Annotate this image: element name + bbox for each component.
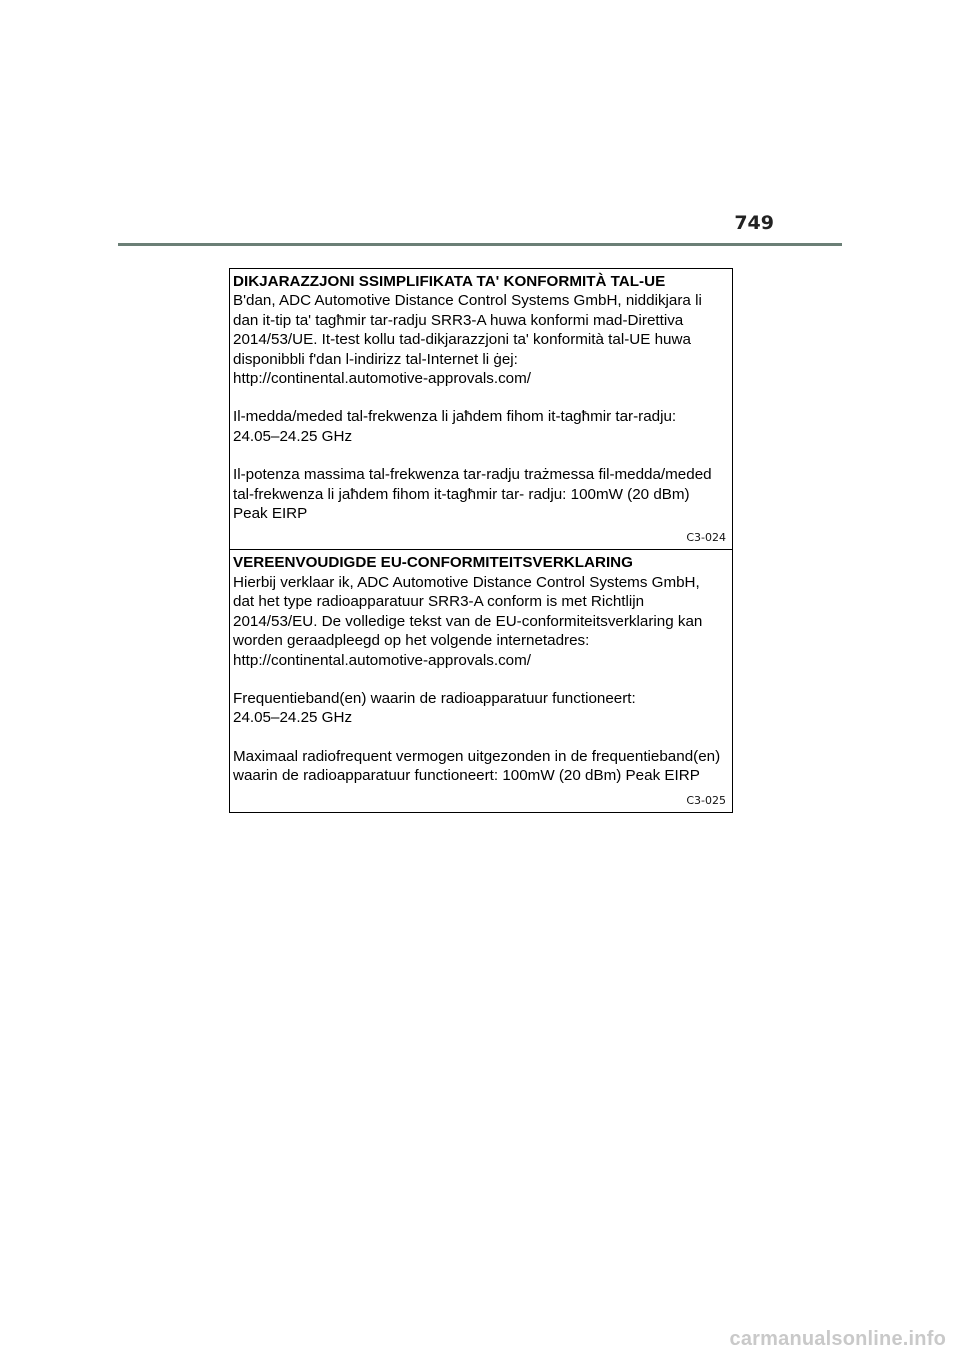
page-number: 749 bbox=[734, 212, 774, 234]
watermark: carmanualsonline.info bbox=[729, 1328, 946, 1350]
declaration-dutch bbox=[230, 549, 732, 811]
figure-code: C3-025 bbox=[686, 793, 726, 807]
declarations-box bbox=[229, 268, 733, 813]
declaration-maltese bbox=[230, 269, 732, 549]
declaration-body: B'dan, ADC Automotive Distance Control Systems GmbH, niddikjara li dan it-tip ta' tagħmir tar-radju SRR3-A huwa konformi mad-Direttiva 2014/53/UE. It-test kollu tad-dikjarazzjoni ta' konformità tal-UE huwa disponibbli f'dan l-indirizz tal-Internet li ġej: http://continental.automotive-approvals.com/ bbox=[233, 292, 702, 388]
frequency-band-text: Il-medda/meded tal-frekwenza li jaħdem fihom it-tagħmir tar-radju: 24.05–24.25 GHz bbox=[233, 408, 677, 445]
frequency-band-text: Frequentieband(en) waarin de radioapparatuur functioneert: 24.05–24.25 GHz bbox=[233, 689, 636, 727]
declaration-body: Hierbij verklaar ik, ADC Automotive Distance Control Systems GmbH, dat het type radioapparatuur SRR3-A conform is met Richtlijn 2014/53/EU. De volledige tekst van de EU-conformiteitsverklaring kan worden geraadpleegd op het volgende internetadres: http://continental.automotive-approvals.com/ bbox=[233, 573, 703, 669]
declaration-title: DIKJARAZZJONI SSIMPLIFIKATA TA' KONFORMITÀ TAL-UE bbox=[233, 273, 666, 290]
declaration-title: VEREENVOUDIGDE EU-CONFORMITEITSVERKLARING bbox=[233, 554, 633, 572]
max-power-text: Maximaal radiofrequent vermogen uitgezonden in de frequentieband(en) waarin de radioapparatuur functioneert: 100mW (20 dBm) Peak EIRP bbox=[233, 747, 721, 785]
header-rule bbox=[118, 243, 842, 246]
figure-code: C3-024 bbox=[686, 531, 726, 545]
max-power-text: Il-potenza massima tal-frekwenza tar-radju trażmessa fil-medda/meded tal-frekwenza li jaħdem fihom it-tagħmir tar- radju: 100mW (20 dBm) Peak EIRP bbox=[233, 466, 712, 523]
